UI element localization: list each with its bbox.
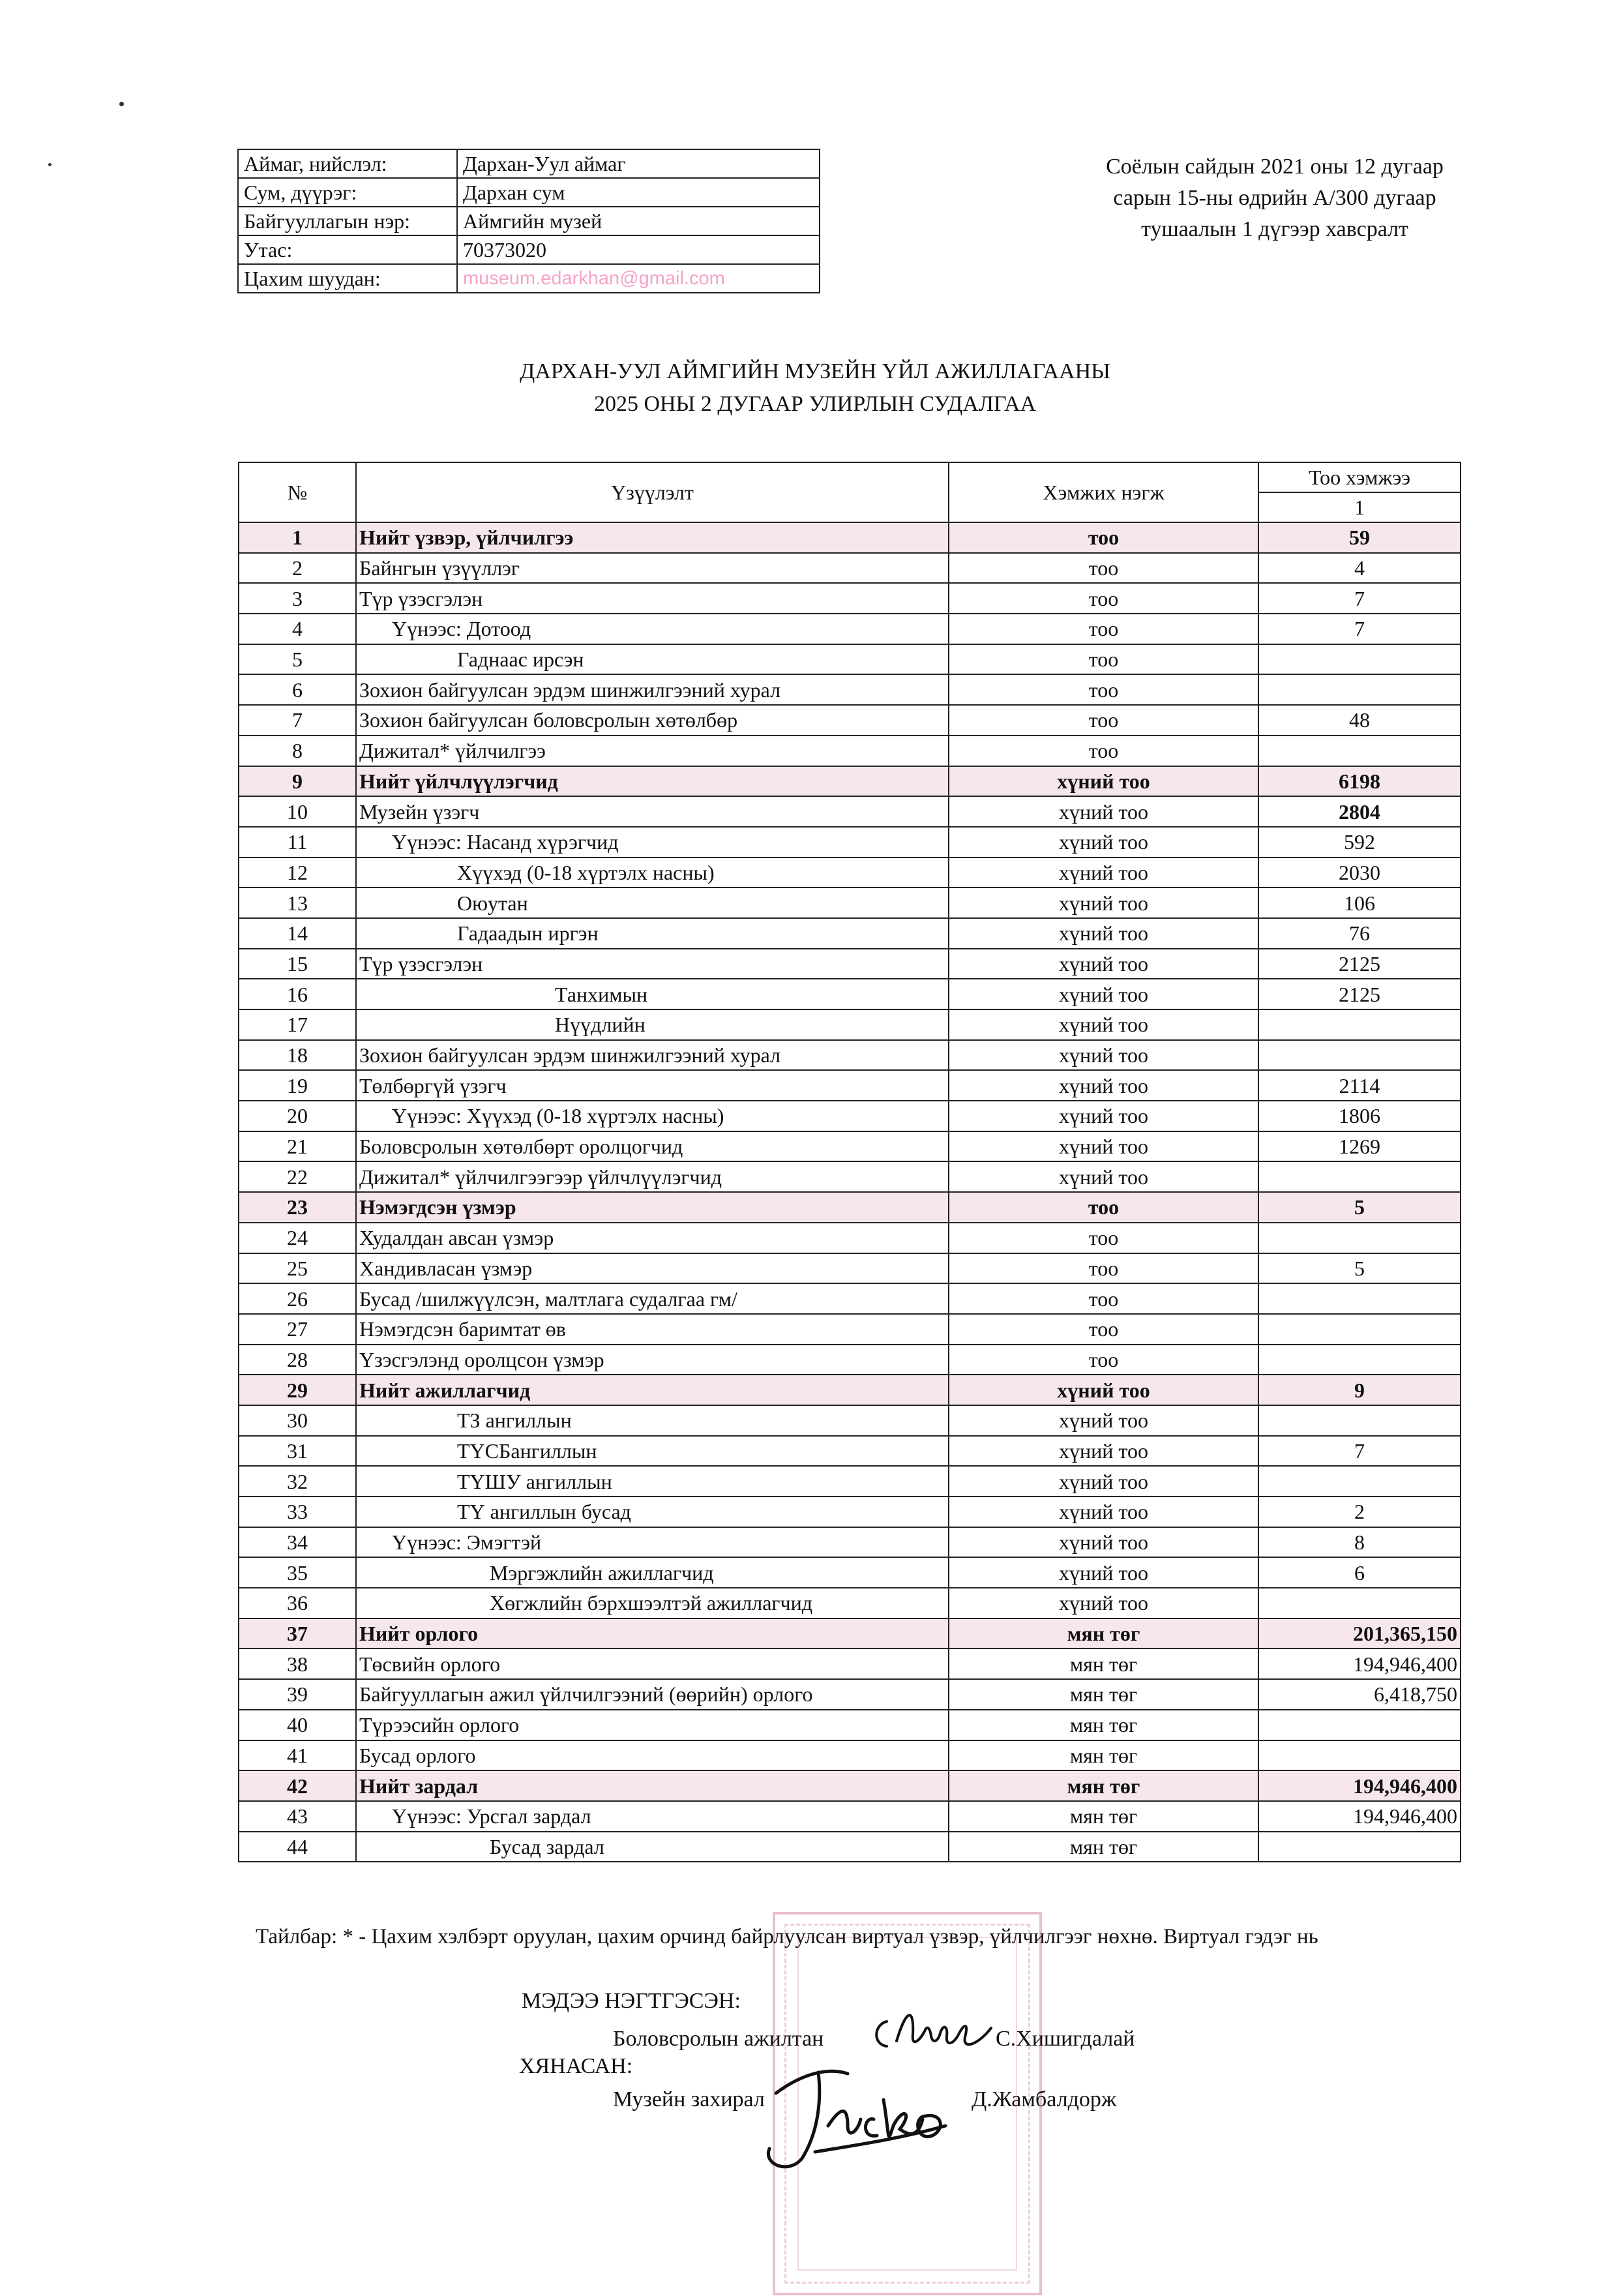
row-value: 201,365,150 (1258, 1618, 1461, 1649)
row-number: 5 (239, 644, 356, 675)
row-number: 43 (239, 1801, 356, 1832)
table-row (239, 796, 1461, 827)
row-indicator: Дижитал* үйлчилгээгээр үйлчлүүлэгчид (356, 1161, 949, 1192)
row-unit: хүний тоо (949, 827, 1258, 857)
row-indicator: Байгууллагын ажил үйлчилгээний (өөрийн) орлого (356, 1679, 949, 1710)
row-unit: хүний тоо (949, 979, 1258, 1009)
row-number: 7 (239, 705, 356, 736)
row-number: 17 (239, 1009, 356, 1040)
row-indicator: Үүнээс: Урсгал зардал (356, 1801, 949, 1832)
row-indicator: Мэргэжлийн ажиллагчид (356, 1557, 949, 1588)
row-number: 23 (239, 1192, 356, 1223)
table-row (239, 1283, 1461, 1314)
row-indicator: Хандивласан үзмэр (356, 1253, 949, 1284)
scan-speck (119, 102, 124, 106)
prepared-name: С.Хишигдалай (996, 2027, 1135, 2051)
row-number: 33 (239, 1497, 356, 1527)
table-row (239, 1375, 1461, 1405)
table-row (239, 1679, 1461, 1710)
row-number: 39 (239, 1679, 356, 1710)
row-unit: тоо (949, 583, 1258, 614)
row-indicator: Зохион байгуулсан эрдэм шинжилгээний хурал (356, 1040, 949, 1071)
row-number: 20 (239, 1101, 356, 1131)
row-value: 2804 (1258, 796, 1461, 827)
info-row (238, 264, 820, 293)
scan-speck (48, 163, 52, 166)
checked-name: Д.Жамбалдорж (972, 2087, 1117, 2111)
checked-role: Музейн захирал (613, 2087, 765, 2111)
row-value (1258, 1223, 1461, 1253)
row-unit: хүний тоо (949, 1070, 1258, 1101)
row-number: 29 (239, 1375, 356, 1405)
row-number: 13 (239, 887, 356, 918)
table-row (239, 857, 1461, 888)
info-label: Байгууллагын нэр: (238, 207, 457, 235)
row-value: 76 (1258, 918, 1461, 949)
row-indicator: Нүүдлийн (356, 1009, 949, 1040)
row-indicator: Оюутан (356, 887, 949, 918)
row-unit: мян төг (949, 1710, 1258, 1740)
row-unit: хүний тоо (949, 1161, 1258, 1192)
table-row (239, 1588, 1461, 1618)
row-value: 194,946,400 (1258, 1770, 1461, 1801)
table-row (239, 1009, 1461, 1040)
row-value: 7 (1258, 583, 1461, 614)
row-number: 31 (239, 1436, 356, 1467)
row-indicator: Зохион байгуулсан боловсролын хөтөлбөр (356, 705, 949, 736)
row-number: 30 (239, 1405, 356, 1436)
row-unit: тоо (949, 736, 1258, 766)
row-indicator: Гадаадын иргэн (356, 918, 949, 949)
table-row (239, 1192, 1461, 1223)
email-value: museum.edarkhan@gmail.com (457, 264, 820, 293)
row-unit: тоо (949, 614, 1258, 644)
decree-reference (1063, 151, 1487, 245)
table-row (239, 1832, 1461, 1862)
row-value: 2114 (1258, 1070, 1461, 1101)
row-value (1258, 644, 1461, 675)
info-value: Аймгийн музей (457, 207, 820, 235)
row-value (1258, 1740, 1461, 1771)
table-row (239, 1040, 1461, 1071)
table-row (239, 1101, 1461, 1131)
table-row (239, 1131, 1461, 1162)
row-unit: тоо (949, 644, 1258, 675)
row-unit: тоо (949, 1253, 1258, 1284)
header-quantity-column: 1 (1258, 492, 1461, 522)
table-row (239, 583, 1461, 614)
row-unit: хүний тоо (949, 918, 1258, 949)
table-row (239, 644, 1461, 675)
row-number: 15 (239, 949, 356, 979)
row-indicator: Хүүхэд (0-18 хүртэлх насны) (356, 857, 949, 888)
row-indicator: Худалдан авсан үзмэр (356, 1223, 949, 1253)
row-value: 1806 (1258, 1101, 1461, 1131)
table-row (239, 1314, 1461, 1345)
table-row (239, 1253, 1461, 1284)
table-row (239, 705, 1461, 736)
row-unit: тоо (949, 1345, 1258, 1375)
row-number: 27 (239, 1314, 356, 1345)
row-number: 4 (239, 614, 356, 644)
table-row (239, 736, 1461, 766)
row-number: 22 (239, 1161, 356, 1192)
row-value: 7 (1258, 614, 1461, 644)
row-unit: хүний тоо (949, 1040, 1258, 1071)
table-row (239, 1466, 1461, 1497)
table-row (239, 1070, 1461, 1101)
row-indicator: Байнгын үзүүллэг (356, 553, 949, 584)
row-value (1258, 1314, 1461, 1345)
row-indicator: ТҮСБангиллын (356, 1436, 949, 1467)
row-value (1258, 736, 1461, 766)
row-indicator: Үүнээс: Насанд хүрэгчид (356, 827, 949, 857)
row-number: 34 (239, 1527, 356, 1558)
table-row (239, 1770, 1461, 1801)
row-value: 5 (1258, 1253, 1461, 1284)
row-value: 194,946,400 (1258, 1648, 1461, 1679)
info-row (238, 149, 820, 178)
row-unit: хүний тоо (949, 1375, 1258, 1405)
row-indicator: Дижитал* үйлчилгээ (356, 736, 949, 766)
row-indicator: Бусад зардал (356, 1832, 949, 1862)
header-indicator: Үзүүлэлт (356, 462, 949, 522)
row-unit: тоо (949, 1314, 1258, 1345)
table-row (239, 1557, 1461, 1588)
row-unit: хүний тоо (949, 1466, 1258, 1497)
info-value: Дархан-Уул аймаг (457, 149, 820, 178)
info-value: Дархан сум (457, 178, 820, 207)
row-unit: хүний тоо (949, 1497, 1258, 1527)
row-value: 194,946,400 (1258, 1801, 1461, 1832)
table-row (239, 887, 1461, 918)
info-label: Утас: (238, 235, 457, 264)
row-number: 2 (239, 553, 356, 584)
info-label: Цахим шуудан: (238, 264, 457, 293)
row-value (1258, 1161, 1461, 1192)
row-unit: хүний тоо (949, 1101, 1258, 1131)
info-row (238, 207, 820, 235)
row-value: 2125 (1258, 979, 1461, 1009)
row-unit: хүний тоо (949, 1131, 1258, 1162)
row-number: 1 (239, 522, 356, 553)
row-indicator: Түр үзэсгэлэн (356, 583, 949, 614)
row-indicator: Үүнээс: Хүүхэд (0-18 хүртэлх насны) (356, 1101, 949, 1131)
prepared-role: Боловсролын ажилтан (613, 2027, 824, 2051)
row-number: 18 (239, 1040, 356, 1071)
footnote: Тайлбар: * - Цахим хэлбэрт оруулан, цахим орчинд байрлуулсан виртуал үзвэр, үйлчилгээг нөхнө. Виртуал гэдэг нь (256, 1925, 1318, 1948)
row-value: 2030 (1258, 857, 1461, 888)
row-number: 37 (239, 1618, 356, 1649)
row-unit: хүний тоо (949, 1588, 1258, 1618)
row-value: 6198 (1258, 766, 1461, 797)
row-indicator: Нийт ажиллагчид (356, 1375, 949, 1405)
table-row (239, 614, 1461, 644)
row-unit: хүний тоо (949, 1436, 1258, 1467)
row-unit: мян төг (949, 1618, 1258, 1649)
row-number: 8 (239, 736, 356, 766)
row-number: 42 (239, 1770, 356, 1801)
table-row (239, 1740, 1461, 1771)
checked-label: ХЯНАСАН: (519, 2054, 633, 2078)
row-number: 24 (239, 1223, 356, 1253)
row-indicator: Төсвийн орлого (356, 1648, 949, 1679)
prepared-label: МЭДЭЭ НЭГТГЭСЭН: (522, 1989, 741, 2013)
row-value (1258, 1710, 1461, 1740)
row-number: 9 (239, 766, 356, 797)
row-number: 38 (239, 1648, 356, 1679)
row-indicator: Үүнээс: Эмэгтэй (356, 1527, 949, 1558)
row-indicator: Хөгжлийн бэрхшээлтэй ажиллагчид (356, 1588, 949, 1618)
header-unit: Хэмжих нэгж (949, 462, 1258, 522)
row-value (1258, 1283, 1461, 1314)
row-indicator: Нэмэгдсэн баримтат өв (356, 1314, 949, 1345)
decree-reference-line: сарын 15-ны өдрийн А/300 дугаар (1113, 186, 1436, 210)
row-value: 6,418,750 (1258, 1679, 1461, 1710)
row-unit: хүний тоо (949, 1527, 1258, 1558)
row-number: 11 (239, 827, 356, 857)
info-label: Сум, дүүрэг: (238, 178, 457, 207)
row-value: 7 (1258, 1436, 1461, 1467)
row-indicator: Бусад орлого (356, 1740, 949, 1771)
row-unit: тоо (949, 1192, 1258, 1223)
table-row (239, 1161, 1461, 1192)
row-unit: мян төг (949, 1801, 1258, 1832)
row-value (1258, 1405, 1461, 1436)
row-unit: хүний тоо (949, 766, 1258, 797)
row-indicator: Нийт үйлчлүүлэгчид (356, 766, 949, 797)
row-indicator: Зохион байгуулсан эрдэм шинжилгээний хурал (356, 674, 949, 705)
row-value: 2125 (1258, 949, 1461, 979)
row-indicator: Нийт орлого (356, 1618, 949, 1649)
row-indicator: Үзэсгэлэнд оролцсон үзмэр (356, 1345, 949, 1375)
row-value: 2 (1258, 1497, 1461, 1527)
row-number: 25 (239, 1253, 356, 1284)
row-value (1258, 1588, 1461, 1618)
row-indicator: Бусад /шилжүүлсэн, малтлага судалгаа гм/ (356, 1283, 949, 1314)
row-indicator: Нийт зардал (356, 1770, 949, 1801)
row-number: 10 (239, 796, 356, 827)
table-row (239, 1345, 1461, 1375)
row-number: 41 (239, 1740, 356, 1771)
row-number: 19 (239, 1070, 356, 1101)
row-value: 48 (1258, 705, 1461, 736)
table-row (239, 918, 1461, 949)
row-indicator: ТҮ ангиллын бусад (356, 1497, 949, 1527)
info-label: Аймаг, нийслэл: (238, 149, 457, 178)
row-unit: мян төг (949, 1832, 1258, 1862)
table-row (239, 1801, 1461, 1832)
info-value: 70373020 (457, 235, 820, 264)
row-number: 12 (239, 857, 356, 888)
row-unit: тоо (949, 553, 1258, 584)
table-row (239, 1527, 1461, 1558)
table-row (239, 949, 1461, 979)
organization-info-table (237, 149, 820, 293)
table-row (239, 1436, 1461, 1467)
table-row (239, 1710, 1461, 1740)
table-row (239, 827, 1461, 857)
row-unit: хүний тоо (949, 1557, 1258, 1588)
row-indicator: ТЗ ангиллын (356, 1405, 949, 1436)
row-unit: тоо (949, 1223, 1258, 1253)
row-value: 9 (1258, 1375, 1461, 1405)
row-number: 16 (239, 979, 356, 1009)
row-unit: тоо (949, 705, 1258, 736)
row-value (1258, 1040, 1461, 1071)
row-value (1258, 1466, 1461, 1497)
decree-reference-line: тушаалын 1 дүгээр хавсралт (1141, 217, 1408, 241)
row-unit: хүний тоо (949, 796, 1258, 827)
table-row (239, 1497, 1461, 1527)
row-value: 4 (1258, 553, 1461, 584)
row-unit: хүний тоо (949, 949, 1258, 979)
row-indicator: Түрээсийн орлого (356, 1710, 949, 1740)
table-row (239, 1648, 1461, 1679)
row-unit: мян төг (949, 1679, 1258, 1710)
row-indicator: Танхимын (356, 979, 949, 1009)
survey-table (238, 462, 1461, 1862)
row-indicator: ТҮШУ ангиллын (356, 1466, 949, 1497)
table-row (239, 766, 1461, 797)
row-number: 36 (239, 1588, 356, 1618)
row-value: 106 (1258, 887, 1461, 918)
title-line: ДАРХАН-УУЛ АЙМГИЙН МУЗЕЙН ҮЙЛ АЖИЛЛАГААНЫ (520, 359, 1110, 383)
table-row (239, 522, 1461, 553)
row-unit: мян төг (949, 1740, 1258, 1771)
row-unit: тоо (949, 1283, 1258, 1314)
row-number: 3 (239, 583, 356, 614)
row-unit: хүний тоо (949, 887, 1258, 918)
table-row (239, 979, 1461, 1009)
row-indicator: Нийт үзвэр, үйлчилгээ (356, 522, 949, 553)
row-number: 26 (239, 1283, 356, 1314)
row-indicator: Төлбөргүй үзэгч (356, 1070, 949, 1101)
row-unit: мян төг (949, 1648, 1258, 1679)
row-number: 28 (239, 1345, 356, 1375)
row-number: 44 (239, 1832, 356, 1862)
row-indicator: Боловсролын хөтөлбөрт оролцогчид (356, 1131, 949, 1162)
row-number: 32 (239, 1466, 356, 1497)
row-unit: тоо (949, 674, 1258, 705)
row-indicator: Гаднаас ирсэн (356, 644, 949, 675)
row-unit: хүний тоо (949, 1009, 1258, 1040)
decree-reference-line: Соёлын сайдын 2021 оны 12 дугаар (1106, 155, 1444, 179)
info-row (238, 235, 820, 264)
row-number: 21 (239, 1131, 356, 1162)
table-row (239, 1618, 1461, 1649)
row-value (1258, 674, 1461, 705)
row-value: 5 (1258, 1192, 1461, 1223)
row-indicator: Нэмэгдсэн үзмэр (356, 1192, 949, 1223)
row-indicator: Түр үзэсгэлэн (356, 949, 949, 979)
row-indicator: Музейн үзэгч (356, 796, 949, 827)
table-row (239, 1405, 1461, 1436)
row-number: 14 (239, 918, 356, 949)
table-row (239, 674, 1461, 705)
row-number: 35 (239, 1557, 356, 1588)
row-value (1258, 1009, 1461, 1040)
info-row (238, 178, 820, 207)
row-value: 8 (1258, 1527, 1461, 1558)
row-unit: хүний тоо (949, 1405, 1258, 1436)
row-number: 6 (239, 674, 356, 705)
row-value: 59 (1258, 522, 1461, 553)
row-value: 1269 (1258, 1131, 1461, 1162)
table-row (239, 1223, 1461, 1253)
row-value (1258, 1345, 1461, 1375)
document-title (391, 355, 1239, 421)
row-indicator: Үүнээс: Дотоод (356, 614, 949, 644)
row-unit: хүний тоо (949, 857, 1258, 888)
row-number: 40 (239, 1710, 356, 1740)
header-quantity: Тоо хэмжээ (1258, 462, 1461, 492)
table-row (239, 553, 1461, 584)
header-no: № (239, 462, 356, 522)
row-unit: мян төг (949, 1770, 1258, 1801)
row-value: 592 (1258, 827, 1461, 857)
row-unit: тоо (949, 522, 1258, 553)
row-value (1258, 1832, 1461, 1862)
row-value: 6 (1258, 1557, 1461, 1588)
title-line: 2025 ОНЫ 2 ДУГААР УЛИРЛЫН СУДАЛГАА (593, 392, 1037, 416)
director-signature (750, 2054, 958, 2178)
